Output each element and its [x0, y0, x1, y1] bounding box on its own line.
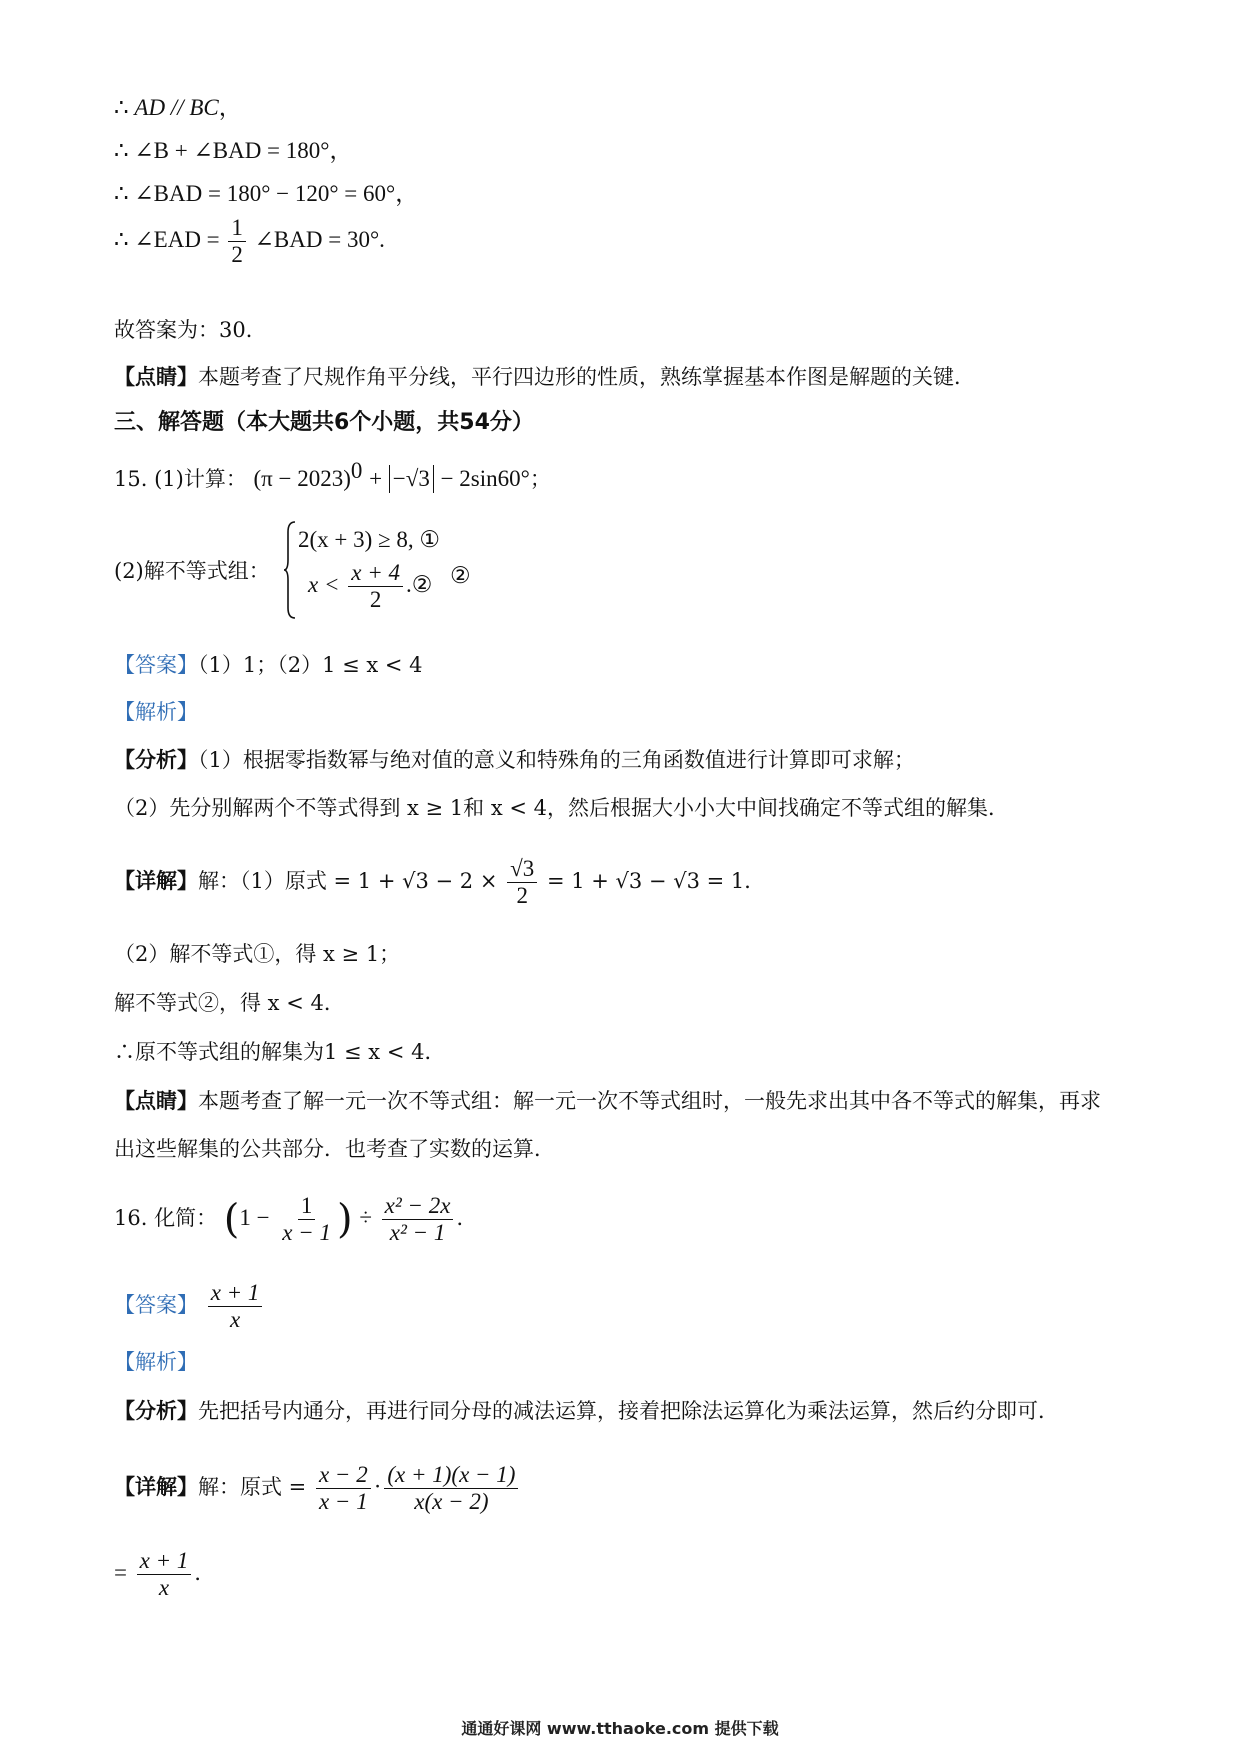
fraction [208, 1280, 263, 1333]
right-paren: ) [337, 1196, 353, 1243]
therefore-mark: ∴ [114, 95, 129, 120]
fraction-denominator: 2 [369, 587, 382, 612]
section-heading: 三、解答题（本大题共6个小题，共54分） [114, 410, 534, 435]
punct: ． [194, 1561, 216, 1585]
proof-line-3 [114, 179, 418, 209]
fraction [316, 1462, 371, 1515]
fraction-numerator: 1 [298, 1193, 316, 1220]
fraction-denominator: x(x − 2) [414, 1489, 489, 1514]
q15-comment [114, 1086, 1101, 1116]
equals-sign: = [114, 1560, 127, 1585]
fraction-denominator: x [229, 1307, 241, 1332]
q15-analysis-tag: 【解析】 [114, 700, 198, 724]
fraction-half [228, 215, 246, 268]
proof-line-2 [114, 136, 352, 166]
q15-fenxi-2: （2）先分别解两个不等式得到 x ≥ 1和 x < 4，然后根据大小小大中间找确定不等式组的解集． [114, 796, 1010, 820]
fraction [137, 1548, 192, 1601]
fenxi-tag: 【分析】 [114, 1398, 198, 1423]
answer-line: 故答案为：30． [114, 318, 267, 342]
fraction-denominator: x [158, 1575, 170, 1600]
math-expression: (π − 2023) [253, 466, 351, 491]
math-expression: ∠B + ∠BAD = 180° [134, 138, 330, 163]
math-expression: 1 − [239, 1205, 270, 1230]
answer-text: （1）1；（2）1 ≤ x < 4 [198, 653, 423, 677]
math-expression: ∠BAD = 30° [254, 226, 380, 252]
q15-step-2: （2）解不等式①，得 x ≥ 1； [114, 942, 401, 966]
math-expression: AD // BC [134, 95, 219, 120]
fraction-denominator: x² − 1 [389, 1220, 446, 1245]
detail-text: 解：原式 = [198, 1475, 307, 1499]
fraction-denominator: x − 1 [282, 1220, 332, 1245]
inequality-2 [308, 560, 432, 613]
fraction [382, 1193, 454, 1246]
left-paren: ( [223, 1196, 240, 1243]
left-brace-icon [283, 520, 297, 620]
stray-mark: ② [450, 563, 471, 588]
absolute-value: −√3 [389, 465, 434, 493]
fraction [279, 1193, 334, 1246]
punct: . [379, 226, 385, 252]
fraction-numerator: x + 4 [348, 560, 403, 587]
fraction-numerator: x² − 2x [382, 1193, 454, 1220]
math-expression: ∠BAD = 180° − 120° = 60° [134, 181, 396, 206]
fraction-denominator: 2 [516, 883, 528, 908]
punct: ， [218, 95, 242, 120]
punct: ， [329, 138, 353, 163]
fraction-denominator: x − 1 [318, 1489, 368, 1514]
punct: ， [395, 181, 419, 206]
fraction-denominator: 2 [231, 242, 243, 267]
question-label: 15. (1)计算： [114, 467, 247, 491]
answer-tag: 【答案】 [114, 1293, 198, 1317]
proof-line-4 [114, 215, 385, 268]
divide-sign: ÷ [359, 1205, 372, 1230]
fraction [507, 856, 537, 909]
q15-part2-label: (2)解不等式组： [114, 559, 270, 583]
therefore-mark: ∴ [114, 138, 129, 163]
therefore-mark: ∴ [114, 181, 129, 206]
fenxi-text: 先把括号内通分，再进行同分母的减法运算，接着把除法运算化为乘法运算，然后约分即可． [198, 1399, 1059, 1423]
fraction-numerator: 1 [228, 215, 246, 242]
q16-answer [114, 1280, 265, 1333]
q16-question [114, 1193, 477, 1246]
detail-tag: 【详解】 [114, 1474, 198, 1499]
fraction [384, 1462, 518, 1515]
q15-fenxi [114, 745, 915, 775]
answer-tag: 【答案】 [114, 653, 198, 677]
inequality-1: 2(x + 3) ≥ 8, ① [298, 527, 441, 552]
fraction-numerator: √3 [507, 856, 537, 883]
detail-text: = 1 + √3 − √3 = 1． [546, 869, 766, 893]
comment-text: 本题考查了尺规作角平分线，平行四边形的性质，熟练掌握基本作图是解题的关键． [198, 365, 975, 389]
multiply-dot: · [373, 1474, 382, 1499]
question-label: 16. 化简： [114, 1206, 218, 1230]
detail-tag: 【详解】 [114, 868, 198, 893]
fraction [348, 560, 403, 613]
exponent: 0 [350, 458, 363, 483]
comment-text: 本题考查了解一元一次不等式组：解一元一次不等式组时，一般先求出其中各不等式的解集，再求 [198, 1089, 1101, 1113]
comment-tag: 【点睛】 [114, 1088, 198, 1113]
q16-detail [114, 1462, 521, 1515]
q16-result [114, 1548, 215, 1601]
punct: ． [456, 1206, 478, 1230]
comment-line [114, 362, 975, 392]
therefore-mark: ∴ [114, 226, 129, 252]
punct: ； [529, 467, 551, 491]
comment-tag: 【点睛】 [114, 364, 198, 389]
page-footer: 通通好课网 www.tthaoke.com 提供下载 [461, 1719, 779, 1738]
fraction-numerator: x + 1 [137, 1548, 192, 1575]
q16-fenxi [114, 1396, 1059, 1426]
fenxi-text: （1）根据零指数幂与绝对值的意义和特殊角的三角函数值进行计算即可求解； [198, 748, 915, 772]
q15-detail [114, 856, 765, 909]
q15-part1 [114, 456, 551, 494]
fenxi-tag: 【分析】 [114, 747, 198, 772]
q15-step-4: ∴原不等式组的解集为1 ≤ x < 4． [114, 1040, 446, 1064]
proof-line-1 [114, 93, 242, 123]
plus-sign: + [369, 466, 383, 491]
math-expression: − 2sin60° [440, 466, 530, 491]
fraction-numerator: (x + 1)(x − 1) [384, 1462, 518, 1489]
q15-answer [114, 650, 423, 680]
fraction-numerator: x + 1 [208, 1280, 263, 1307]
q16-analysis-tag: 【解析】 [114, 1350, 198, 1374]
q15-step-3: 解不等式②，得 x < 4． [114, 991, 345, 1015]
punct: .② [405, 571, 433, 597]
math-expression: ∠EAD = [134, 226, 220, 252]
q15-comment-2: 出这些解集的公共部分．也考查了实数的运算． [114, 1137, 555, 1161]
math-expression: x < [308, 571, 340, 597]
detail-text: 解：（1）原式 = 1 + √3 − 2 × [198, 869, 498, 893]
fraction-numerator: x − 2 [316, 1462, 371, 1489]
